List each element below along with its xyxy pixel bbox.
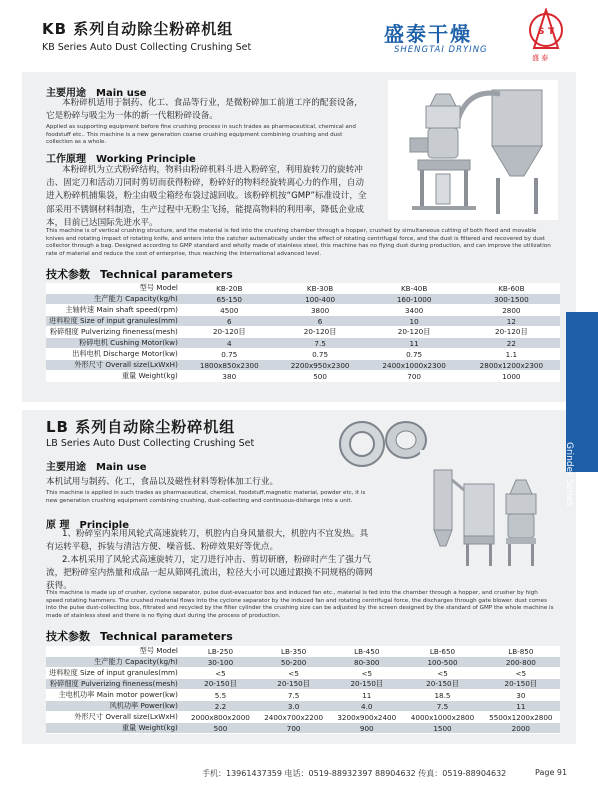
table-cell: <5 bbox=[257, 668, 330, 679]
table-cell: 20-120目 bbox=[184, 327, 275, 338]
table-cell: 1800x850x2300 bbox=[184, 360, 275, 371]
row-label-cell: 进料粒度 Size of input granules(mm) bbox=[46, 316, 184, 327]
page-number: Page 91 bbox=[535, 768, 568, 777]
table-cell: <5 bbox=[403, 668, 481, 679]
table-header-cell: 型号 Model bbox=[46, 283, 184, 294]
table-cell: 2800 bbox=[463, 305, 560, 316]
table-cell: 100-500 bbox=[403, 657, 481, 668]
kb-title-cn: KB 系列自动除尘粉碎机组 bbox=[42, 20, 234, 38]
lb-title-cn: LB 系列自动除尘粉碎机组 bbox=[46, 418, 236, 436]
table-cell: 500 bbox=[184, 723, 257, 734]
table-cell: 2400x700x2200 bbox=[257, 712, 330, 723]
svg-text:T: T bbox=[548, 27, 555, 37]
lb-table-row bbox=[46, 690, 560, 701]
lb-principle-cn-1: 1、粉碎室内采用风轮式高速旋转刀，机腔内自身风量很大，机腔内不宜发热。具有运转平稳，拆装与清洁方便、噪音低、粉碎效果好等优点。 bbox=[46, 529, 369, 553]
table-cell: <5 bbox=[184, 668, 257, 679]
kb-main-use-en: Applied as supporting equipment before fine crushing process in such trades as pharmaceutical, chemical and foodstuff etc.. This machine is a new generation coarse crushing equipment combining crushing and dust collection as a whole. bbox=[46, 124, 356, 146]
brand-logo-icon bbox=[524, 8, 568, 64]
table-cell: 300-1500 bbox=[463, 294, 560, 305]
kb-main-use-heading: 主要用途 Main use bbox=[46, 88, 147, 99]
table-cell: 0.75 bbox=[366, 349, 463, 360]
kb-table-row bbox=[46, 305, 560, 316]
table-cell: 20-150目 bbox=[330, 679, 403, 690]
kb-table-row bbox=[46, 327, 560, 338]
table-cell: 7.5 bbox=[257, 690, 330, 701]
kb-spec-table bbox=[46, 283, 560, 382]
table-cell: 700 bbox=[366, 371, 463, 382]
lb-parts-image bbox=[336, 414, 432, 472]
kb-table-row bbox=[46, 316, 560, 327]
lb-title-en: LB Series Auto Dust Collecting Crushing Set bbox=[46, 438, 255, 449]
row-label-cell: 粉碎电机 Cushing Motor(kw) bbox=[46, 338, 184, 349]
kb-table-row bbox=[46, 294, 560, 305]
lb-tech-params-heading: 技术参数 Technical parameters bbox=[46, 630, 233, 643]
lb-table-row bbox=[46, 657, 560, 668]
lb-machine-image bbox=[420, 450, 560, 570]
table-cell: 20-150目 bbox=[482, 679, 560, 690]
table-cell: 30-100 bbox=[184, 657, 257, 668]
row-label-cell: 重量 Weight(kg) bbox=[46, 371, 184, 382]
table-cell: 11 bbox=[482, 701, 560, 712]
table-cell: 500 bbox=[275, 371, 366, 382]
table-cell: 20-120目 bbox=[366, 327, 463, 338]
table-cell: 100-400 bbox=[275, 294, 366, 305]
table-header-cell: 型号 Model bbox=[46, 646, 184, 657]
lb-principle-cn-2: 2.本机采用了风轮式高速旋转刀，定刀进行冲击、剪切研磨，粉碎时产生了强力气流，把粉碎室内热量和成品一起从筛网孔流出，粒径大小可以通过跟换不同规格的筛网获得。 bbox=[46, 555, 373, 592]
kb-working-principle-cn: 本粉碎机为立式粉碎结构，物料由粉碎机料斗进入粉碎室，利用旋转刀的旋转冲击、固定刀和活动刀同时剪切而获得粉碎，粉碎好的物料经旋转离心力的作用，自动进入粉碎机捕集袋，粉尘由吸尘箱经布袋过滤回收。该粉碎机按“GMP”标准设计，全部采用不锈钢材料制造，生产过程中无粉尘飞扬，能提高物料的利用率，降低企业成本，目前已达国际先进水平。 bbox=[46, 165, 367, 228]
table-cell: 200-800 bbox=[482, 657, 560, 668]
page-header bbox=[0, 0, 598, 68]
lb-main-use-en: This machine is applied in such trades as pharmaceutical, chemical, foodstuff,magnetic material, powder etc, it is new generation crushing equipment combining crushing, dust-collecting and continuous-disharge into a unit. bbox=[46, 490, 366, 504]
table-cell: 0.75 bbox=[275, 349, 366, 360]
kb-main-use-cn: 本粉碎机适用于制药、化工、食品等行业，是微粉碎加工前道工序的配套设备，它是粉碎与吸尘为一体的新一代粗粉碎设备。 bbox=[46, 98, 363, 122]
lb-principle-heading: 原 理 Principle bbox=[46, 520, 130, 531]
footer-contact: 手机：13961437359 电话：0519-88932397 88904632 传真：0519-88904632 bbox=[202, 769, 507, 778]
table-header-cell: KB-40B bbox=[366, 283, 463, 294]
table-cell: 7.5 bbox=[275, 338, 366, 349]
row-label-cell: 风机功率 Power(kw) bbox=[46, 701, 184, 712]
lb-main-use-heading: 主要用途 Main use bbox=[46, 462, 147, 473]
table-cell: 7.5 bbox=[403, 701, 481, 712]
row-label-cell: 主电机功率 Main motor power(kw) bbox=[46, 690, 184, 701]
table-cell: 18.5 bbox=[403, 690, 481, 701]
kb-table-row bbox=[46, 360, 560, 371]
table-cell: 65-150 bbox=[184, 294, 275, 305]
table-cell: <5 bbox=[330, 668, 403, 679]
table-cell: 380 bbox=[184, 371, 275, 382]
kb-machine-image bbox=[388, 80, 558, 220]
table-cell: 4 bbox=[184, 338, 275, 349]
table-cell: 12 bbox=[463, 316, 560, 327]
table-cell: 4.0 bbox=[330, 701, 403, 712]
brand-name-cn: 盛泰干燥 bbox=[384, 22, 472, 46]
table-cell: 11 bbox=[330, 690, 403, 701]
row-label-cell: 主轴转速 Main shaft speed(rpm) bbox=[46, 305, 184, 316]
table-cell: 1.1 bbox=[463, 349, 560, 360]
row-label-cell: 生产能力 Capacity(kg/h) bbox=[46, 294, 184, 305]
table-header-cell: LB-250 bbox=[184, 646, 257, 657]
table-cell: 50-200 bbox=[257, 657, 330, 668]
table-cell: 5.5 bbox=[184, 690, 257, 701]
lb-table-row bbox=[46, 701, 560, 712]
table-cell: 2400x1000x2300 bbox=[366, 360, 463, 371]
table-cell: 20-120目 bbox=[463, 327, 560, 338]
lb-spec-table bbox=[46, 646, 560, 734]
table-cell: 80-300 bbox=[330, 657, 403, 668]
row-label-cell: 进料粒度 Size of input granules(mm) bbox=[46, 668, 184, 679]
row-label-cell: 粉碎细度 Pulverizing fineness(mesh) bbox=[46, 679, 184, 690]
kb-table-header bbox=[46, 283, 560, 294]
row-label-cell: 生产能力 Capacity(kg/h) bbox=[46, 657, 184, 668]
table-cell: 6 bbox=[275, 316, 366, 327]
row-label-cell: 外形尺寸 Overall size(LxWxH) bbox=[46, 712, 184, 723]
lb-table-header bbox=[46, 646, 560, 657]
lb-table-row bbox=[46, 668, 560, 679]
table-cell: 3800 bbox=[275, 305, 366, 316]
kb-table-row bbox=[46, 338, 560, 349]
table-cell: 4500 bbox=[184, 305, 275, 316]
logo-text: 盛 泰 bbox=[532, 54, 549, 62]
table-cell: 160-1000 bbox=[366, 294, 463, 305]
table-cell: <5 bbox=[482, 668, 560, 679]
table-cell: 20-150目 bbox=[403, 679, 481, 690]
table-cell: 0.75 bbox=[184, 349, 275, 360]
table-header-cell: LB-450 bbox=[330, 646, 403, 657]
kb-title-en: KB Series Auto Dust Collecting Crushing Set bbox=[42, 42, 252, 53]
row-label-cell: 粉碎细度 Pulverizing fineness(mesh) bbox=[46, 327, 184, 338]
table-cell: 11 bbox=[366, 338, 463, 349]
table-cell: 1500 bbox=[403, 723, 481, 734]
table-cell: 4000x1000x2800 bbox=[403, 712, 481, 723]
lb-table-row bbox=[46, 712, 560, 723]
table-header-cell: KB-60B bbox=[463, 283, 560, 294]
table-header-cell: LB-650 bbox=[403, 646, 481, 657]
lb-principle-en: This machine is made up of crusher, cyclone separator, pulse dust-evacuator box and induced fan etc., material is fed into the chamber through a hopper, and crusher by high speed rotating hammers. The crushed material flows into the cyclone separator by the induced fan and rotating centrifugal force, the discharges through gate blower. dust comes into the pulse dust-collecting box, filtrated and recycled by the filter cylinder the crushing size can be adjusted by the screen designed by the standard of GMP the whole machine is made of stainless steel and there is no flying dust during the process of production. bbox=[46, 590, 554, 619]
table-header-cell: KB-30B bbox=[275, 283, 366, 294]
table-cell: 20-150目 bbox=[184, 679, 257, 690]
row-label-cell: 重量 Weight(kg) bbox=[46, 723, 184, 734]
brand-name-en: SHENGTAI DRYING bbox=[394, 45, 488, 55]
table-cell: 2.2 bbox=[184, 701, 257, 712]
table-cell: 3200x900x2400 bbox=[330, 712, 403, 723]
table-cell: 30 bbox=[482, 690, 560, 701]
table-header-cell: LB-350 bbox=[257, 646, 330, 657]
table-cell: 2000 bbox=[482, 723, 560, 734]
kb-table-row bbox=[46, 371, 560, 382]
kb-working-principle-heading: 工作原理 Working Principle bbox=[46, 154, 196, 165]
side-category-tab bbox=[564, 312, 598, 507]
table-cell: 2800x1200x2300 bbox=[463, 360, 560, 371]
table-cell: 1000 bbox=[463, 371, 560, 382]
table-header-cell: LB-850 bbox=[482, 646, 560, 657]
side-tab-label: Grinder Series bbox=[564, 442, 574, 507]
page-footer bbox=[0, 762, 598, 782]
lb-main-use-cn: 本机试用与制药、化工，食品以及磁性材料等粉体加工行业。 bbox=[46, 477, 279, 487]
kb-working-principle-en: This machine is of vertical crushing structure, and the material is fed into the crushing chamber through a hopper, crushed by simultaneous cutting of both fixed and movable knives and rotating impact of rotating knife, and enters into the catcher automatically under the effect of rotating centrifugal force, and the dust is filtered and recovered by dust collector through a bag. Designed according to GMP standard and wholly made of stainless steel, this machine has no flying dust during production, and can improve the utilization rate of material and reduce the cost of enterprise, thus reaching the international advanced level. bbox=[46, 228, 551, 257]
kb-table-row bbox=[46, 349, 560, 360]
table-cell: 22 bbox=[463, 338, 560, 349]
table-cell: 3400 bbox=[366, 305, 463, 316]
table-cell: 2000x800x2000 bbox=[184, 712, 257, 723]
table-cell: 10 bbox=[366, 316, 463, 327]
lb-table-row bbox=[46, 723, 560, 734]
lb-table-row bbox=[46, 679, 560, 690]
row-label-cell: 外形尺寸 Overall size(LxWxH) bbox=[46, 360, 184, 371]
table-cell: 2200x950x2300 bbox=[275, 360, 366, 371]
row-label-cell: 出料电机 Discharge Motor(kw) bbox=[46, 349, 184, 360]
table-cell: 5500x1200x2800 bbox=[482, 712, 560, 723]
table-cell: 700 bbox=[257, 723, 330, 734]
table-cell: 20-150目 bbox=[257, 679, 330, 690]
table-cell: 6 bbox=[184, 316, 275, 327]
table-header-cell: KB-20B bbox=[184, 283, 275, 294]
table-cell: 20-120目 bbox=[275, 327, 366, 338]
table-cell: 900 bbox=[330, 723, 403, 734]
svg-text:S: S bbox=[538, 27, 545, 37]
kb-tech-params-heading: 技术参数 Technical parameters bbox=[46, 268, 233, 281]
table-cell: 3.0 bbox=[257, 701, 330, 712]
